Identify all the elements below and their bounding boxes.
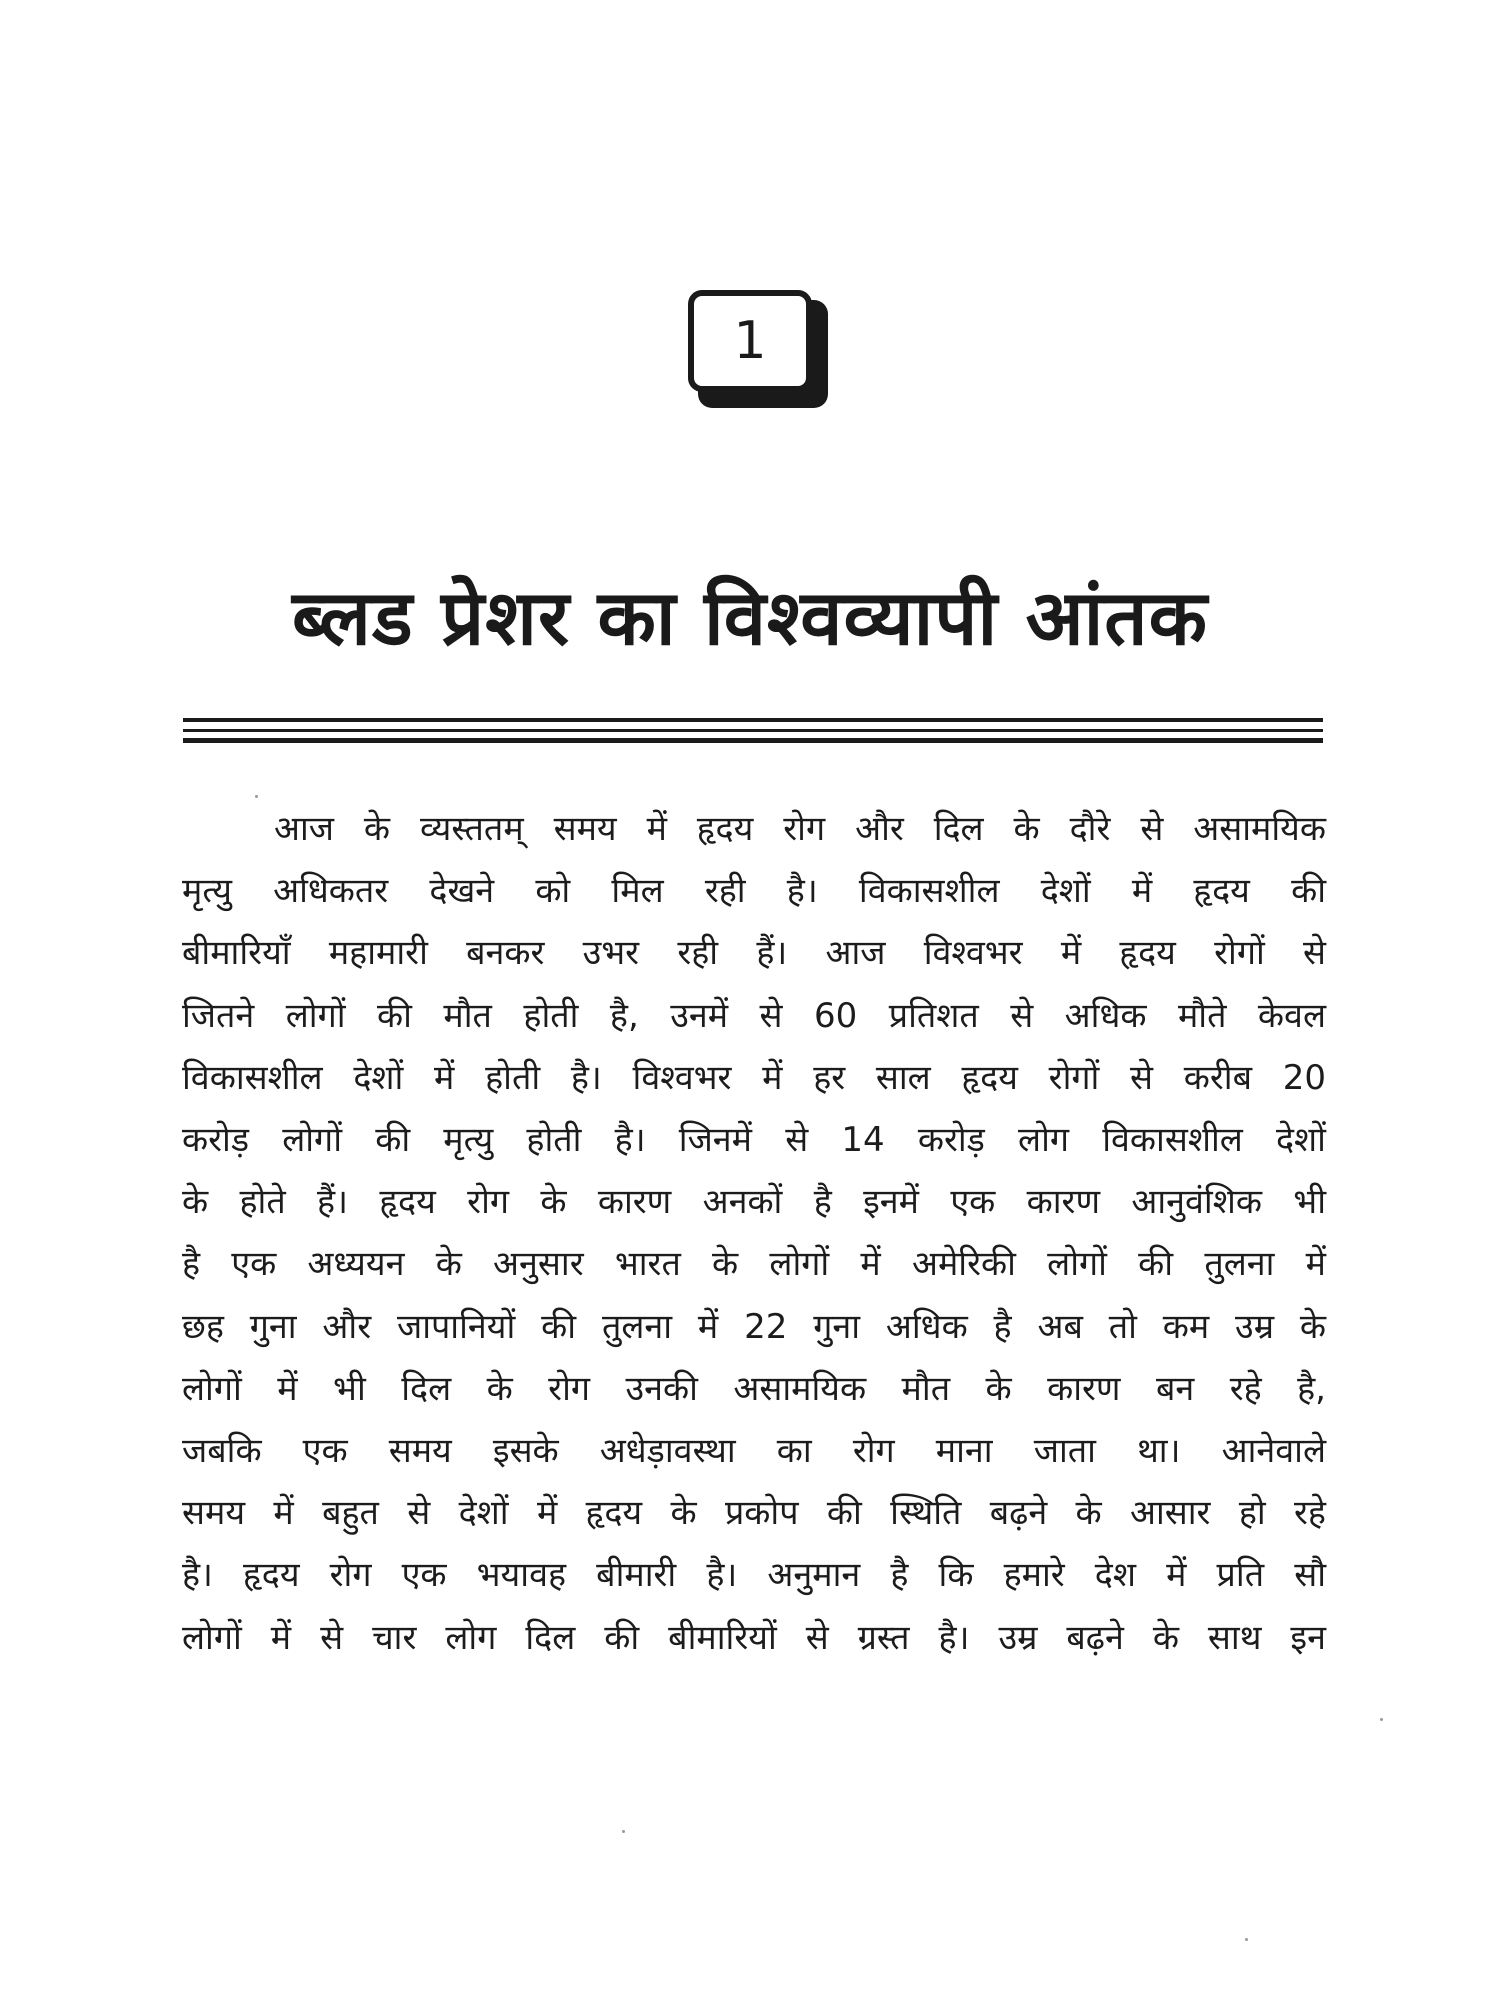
body-line: जितने लोगों की मौत होती है, उनमें से 60 प्रतिशत से अधिक मौते केवल [182, 995, 1326, 1036]
chapter-title: ब्लड प्रेशर का विश्वव्यापी आंतक [292, 573, 1208, 662]
body-line: है। हृदय रोग एक भयावह बीमारी है। अनुमान है कि हमारे देश में प्रति सौ [182, 1555, 1326, 1596]
body-line: लोगों में भी दिल के रोग उनकी असामयिक मौत के कारण बन रहे है, [182, 1368, 1326, 1409]
scan-speck [1245, 1938, 1248, 1941]
body-line: बीमारियाँ महामारी बनकर उभर रही हैं। आज विश्वभर में हृदय रोगों से [182, 933, 1326, 974]
body-paragraph [182, 798, 1326, 1669]
title-rule-middle [183, 729, 1323, 732]
body-line: है एक अध्ययन के अनुसार भारत के लोगों में अमेरिकी लोगों की तुलना में [182, 1244, 1326, 1285]
body-line: समय में बहुत से देशों में हृदय के प्रकोप की स्थिति बढ़ने के आसार हो रहे [182, 1493, 1326, 1534]
body-line: लोगों में से चार लोग दिल की बीमारियों से ग्रस्त है। उम्र बढ़ने के साथ इन [182, 1617, 1326, 1658]
body-line: जबकि एक समय इसके अधेड़ावस्था का रोग माना जाता था। आनेवाले [182, 1431, 1326, 1472]
scan-speck [255, 795, 258, 798]
body-line: आज के व्यस्ततम् समय में हृदय रोग और दिल के दौरे से असामयिक [274, 809, 1326, 849]
body-line: करोड़ लोगों की मृत्यु होती है। जिनमें से 14 करोड़ लोग विकासशील देशों [182, 1120, 1326, 1161]
body-line: विकासशील देशों में होती है। विश्वभर में हर साल हृदय रोगों से करीब 20 [182, 1057, 1326, 1098]
scan-speck [622, 1830, 625, 1833]
title-rule-top [183, 718, 1323, 722]
body-line: मृत्यु अधिकतर देखने को मिल रही है। विकासशील देशों में हृदय की [182, 871, 1326, 912]
chapter-number: 1 [688, 290, 812, 392]
title-rule-bottom [183, 738, 1323, 743]
chapter-number-box [688, 290, 828, 408]
body-line: छह गुना और जापानियों की तुलना में 22 गुना अधिक है अब तो कम उम्र के [182, 1306, 1326, 1347]
scan-speck [1380, 1718, 1383, 1721]
body-line: के होते हैं। हृदय रोग के कारण अनकों है इनमें एक कारण आनुवंशिक भी [182, 1182, 1326, 1223]
